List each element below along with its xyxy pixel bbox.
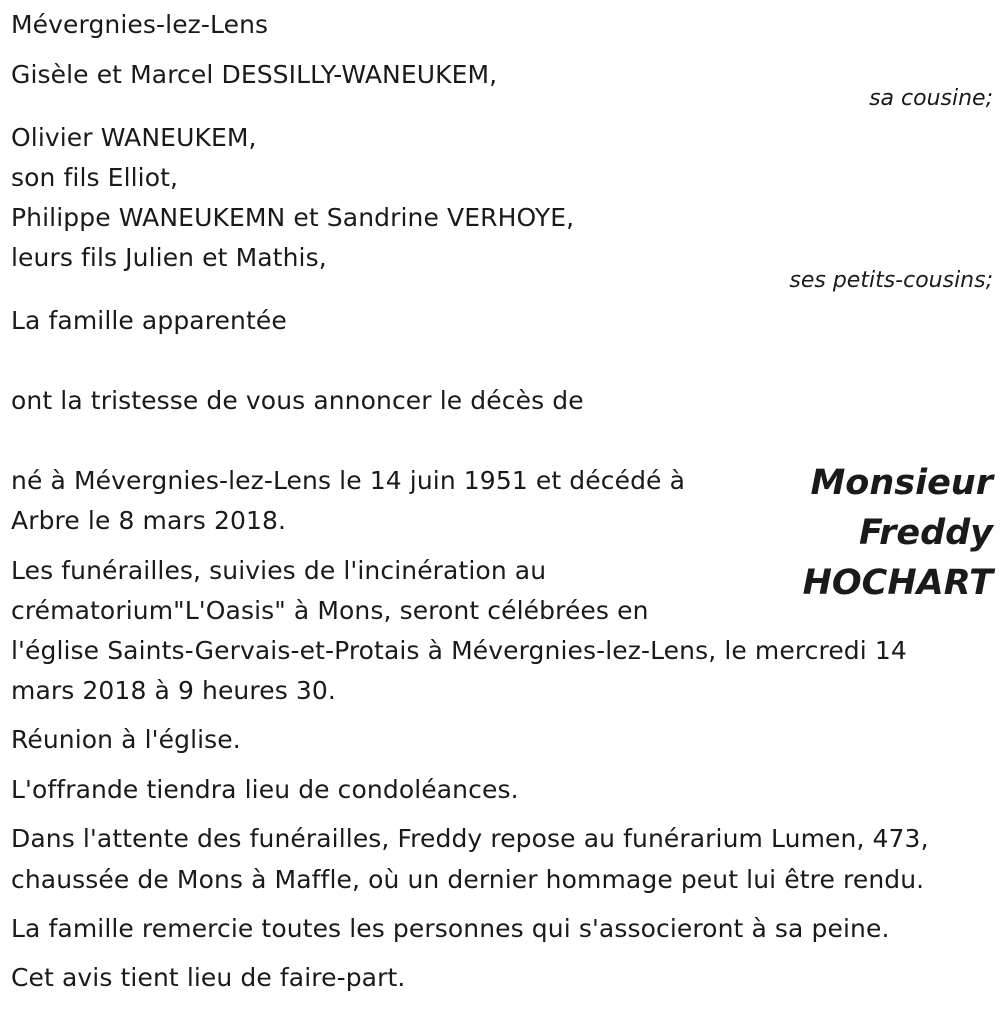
relative-line-3: son fils Elliot,: [11, 163, 179, 192]
funeral-line-4: mars 2018 à 9 heures 30.: [11, 676, 336, 705]
deceased-last-name: HOCHART: [802, 563, 993, 603]
relation-cousine: sa cousine;: [869, 86, 993, 111]
relative-line-4: Philippe WANEUKEMN et Sandrine VERHOYE,: [11, 203, 575, 232]
family-line: La famille apparentée: [11, 306, 287, 335]
relative-line-2: Olivier WANEUKEM,: [11, 123, 257, 152]
town-heading: Mévergnies-lez-Lens: [11, 10, 269, 39]
birth-line-1: né à Mévergnies-lez-Lens le 14 juin 1951 et décédé à: [11, 466, 685, 495]
rest-line-2: chaussée de Mons à Maffle, où un dernier hommage peut lui être rendu.: [11, 865, 925, 894]
deceased-title: Monsieur: [810, 463, 993, 503]
announcement-line: ont la tristesse de vous annoncer le décès de: [11, 386, 584, 415]
funeral-line-2: crématorium"L'Oasis" à Mons, seront célébrées en: [11, 596, 649, 625]
rest-line-1: Dans l'attente des funérailles, Freddy repose au funérarium Lumen, 473,: [11, 824, 929, 853]
relative-line-5: leurs fils Julien et Mathis,: [11, 243, 327, 272]
deceased-first-name: Freddy: [859, 513, 993, 553]
thanks-line: La famille remercie toutes les personnes qui s'associeront à sa peine.: [11, 914, 890, 943]
funeral-line-3: l'église Saints-Gervais-et-Protais à Mévergnies-lez-Lens, le mercredi 14: [11, 636, 907, 665]
offering-line: L'offrande tiendra lieu de condoléances.: [11, 775, 519, 804]
birth-line-2: Arbre le 8 mars 2018.: [11, 506, 287, 535]
deceased-name: [803, 458, 993, 608]
notice-line: Cet avis tient lieu de faire-part.: [11, 963, 406, 992]
funeral-line-1: Les funérailles, suivies de l'incinération au: [11, 556, 547, 585]
relative-line-1: Gisèle et Marcel DESSILLY-WANEUKEM,: [11, 60, 498, 89]
relation-petits-cousins: ses petits-cousins;: [789, 268, 993, 293]
meeting-line: Réunion à l'église.: [11, 725, 241, 754]
